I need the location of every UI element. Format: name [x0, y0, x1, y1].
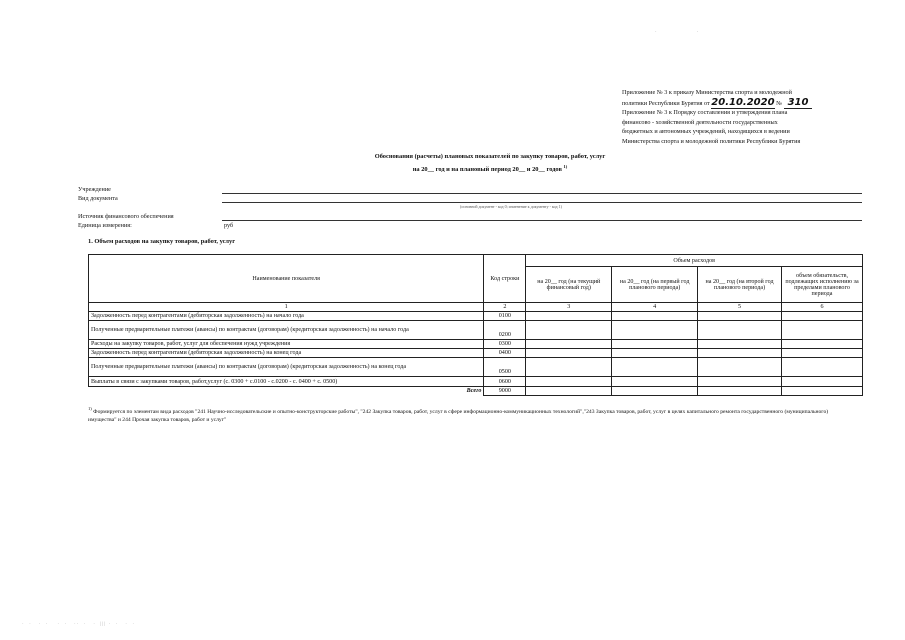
source-label: Источник финансового обеспечения — [78, 213, 174, 220]
row-name: Расходы на закупку товаров, работ, услуг для обеспечения нужд учреждения — [89, 340, 484, 349]
cell-value[interactable] — [782, 349, 863, 358]
row-name: Выплаты в связи с закупками товаров, работ,услуг (с. 0300 + с.0100 - с.0200 - с. 0400 + с. 0500) — [89, 377, 484, 387]
col-num: 3 — [526, 303, 612, 312]
cell-value[interactable] — [612, 349, 698, 358]
doc-type-line — [222, 202, 862, 203]
title-line-1: Обоснования (расчеты) плановых показателей по закупку товаров, работ, услуг — [374, 153, 606, 160]
header-code: Код строки — [484, 255, 526, 303]
row-code: 0100 — [484, 312, 526, 321]
table-row — [89, 312, 863, 321]
appendix-line-3: Приложение № 3 к Порядку составления и утверждения плана — [622, 109, 788, 117]
appendix-line-6: Министерства спорта и молодежной политики Республики Бурятия — [622, 137, 801, 145]
appendix-line-1: Приложение № 3 к приказу Министерства спорта и молодежной — [622, 89, 792, 96]
cell-value[interactable] — [698, 340, 782, 349]
handwritten-number: 310 — [784, 97, 813, 109]
header-name: Наименование показателя — [89, 255, 484, 303]
cell-value[interactable] — [526, 377, 612, 387]
cell-value[interactable] — [698, 377, 782, 387]
cell-value[interactable] — [698, 349, 782, 358]
document-title — [250, 152, 730, 175]
appendix-block — [622, 88, 862, 147]
header-year-3: на 20__ год (на второй год планового периода) — [698, 267, 782, 303]
col-num: 5 — [698, 303, 782, 312]
scan-artifacts: · · · · · · ·· · · ||| · · · · — [22, 622, 136, 627]
doc-type-hint: (основной документ - код 0; изменение к документу - код 1) — [460, 204, 562, 209]
col-num: 6 — [782, 303, 863, 312]
total-code: 9000 — [484, 387, 526, 396]
doc-type-label: Вид документа — [78, 195, 118, 202]
cell-value[interactable] — [612, 340, 698, 349]
footnote-text: Формируется по элементам вида расходов "241 Научно-исследовательские и опытно-конструкторские работы", "242 Закупка товаров, работ, услуг в сфере информационно-коммуникационных технологий","243 Закупка товаров, работ, услуг в целях капитального ремонта государственного (муниципального) имущества" и 244 Прочая закупка товаров, работ и услуг" — [88, 408, 829, 424]
unit-value: руб — [224, 222, 234, 229]
cell-value[interactable] — [782, 321, 863, 340]
table-row — [89, 377, 863, 387]
col-num: 1 — [89, 303, 484, 312]
table-row — [89, 321, 863, 340]
row-code: 0500 — [484, 358, 526, 377]
cell-value[interactable] — [612, 387, 698, 396]
row-code: 0400 — [484, 349, 526, 358]
appendix-line-4: финансово - хозяйственной деятельности государственных — [622, 118, 778, 126]
handwritten-date: 20.10.2020 — [711, 96, 775, 108]
cell-value[interactable] — [612, 321, 698, 340]
row-name: Задолженность перед контрагентами (дебиторская задолженность) на конец года — [89, 349, 484, 358]
cell-value[interactable] — [698, 358, 782, 377]
scan-mark: · · — [655, 30, 699, 35]
cell-value[interactable] — [612, 358, 698, 377]
unit-label: Единица измерения: — [78, 222, 132, 229]
cell-value[interactable] — [526, 349, 612, 358]
header-beyond: объем обязательств, подлежащих исполнению за пределами планового периода — [782, 267, 863, 303]
cell-value[interactable] — [526, 358, 612, 377]
cell-value[interactable] — [782, 340, 863, 349]
cell-value[interactable] — [782, 387, 863, 396]
section-heading: 1. Объем расходов на закупку товаров, работ, услуг — [88, 238, 236, 245]
title-line-2: на 20__ год и на плановый период 20__ и 20__ годов $^{1)}$ — [412, 164, 568, 174]
cell-value[interactable] — [698, 387, 782, 396]
row-name: Полученные предварительные платежи (авансы) по контрактам (договорам) (кредиторская задолженность) на конец года — [89, 358, 484, 377]
cell-value[interactable] — [782, 358, 863, 377]
cell-value[interactable] — [526, 321, 612, 340]
table-row — [89, 340, 863, 349]
cell-value[interactable] — [782, 377, 863, 387]
table-row — [89, 349, 863, 358]
table-row — [89, 358, 863, 377]
total-row — [89, 387, 863, 396]
cell-value[interactable] — [698, 321, 782, 340]
cell-value[interactable] — [698, 312, 782, 321]
row-name: Задолженность перед контрагентами (дебиторская задолженность) на начало года — [89, 312, 484, 321]
header-volume: Объем расходов — [526, 255, 863, 267]
row-code: 0600 — [484, 377, 526, 387]
expenses-table — [88, 254, 863, 396]
footnote: $^{1)}$ Формируется по элементам вида расходов "241 Научно-исследовательские и опытно-конструкторские работы", "242 Закупка товаров, работ, услуг в сфере информационно-коммуникационных технологий","243 Закупка товаров, работ, услуг в целях капитального ремонта государственного (муниципального) имущества" и 244 Прочая закупка товаров, работ и услуг" — [88, 406, 829, 424]
cell-value[interactable] — [782, 312, 863, 321]
col-num: 2 — [484, 303, 526, 312]
appendix-line-5: бюджетных и автономных учреждений, находящихся в ведении — [622, 128, 790, 136]
cell-value[interactable] — [526, 312, 612, 321]
row-name: Полученные предварительные платежи (авансы) по контрактам (договорам) (кредиторская задолженность) на начало года — [89, 321, 484, 340]
total-label: Всего — [466, 388, 482, 395]
cell-value[interactable] — [612, 377, 698, 387]
cell-value[interactable] — [526, 387, 612, 396]
row-code: 0200 — [484, 321, 526, 340]
cell-value[interactable] — [612, 312, 698, 321]
appendix-line-2: политики Республики Бурятия от 20.10.2020 № 310 — [622, 98, 862, 109]
header-year-1: на 20__ год (на текущий финансовый год) — [526, 267, 612, 303]
institution-line — [222, 193, 862, 194]
header-year-2: на 20__ год (на первый год планового периода) — [612, 267, 698, 303]
col-num: 4 — [612, 303, 698, 312]
institution-label: Учреждение — [78, 186, 111, 193]
row-code: 0300 — [484, 340, 526, 349]
source-line — [222, 220, 862, 221]
cell-value[interactable] — [526, 340, 612, 349]
